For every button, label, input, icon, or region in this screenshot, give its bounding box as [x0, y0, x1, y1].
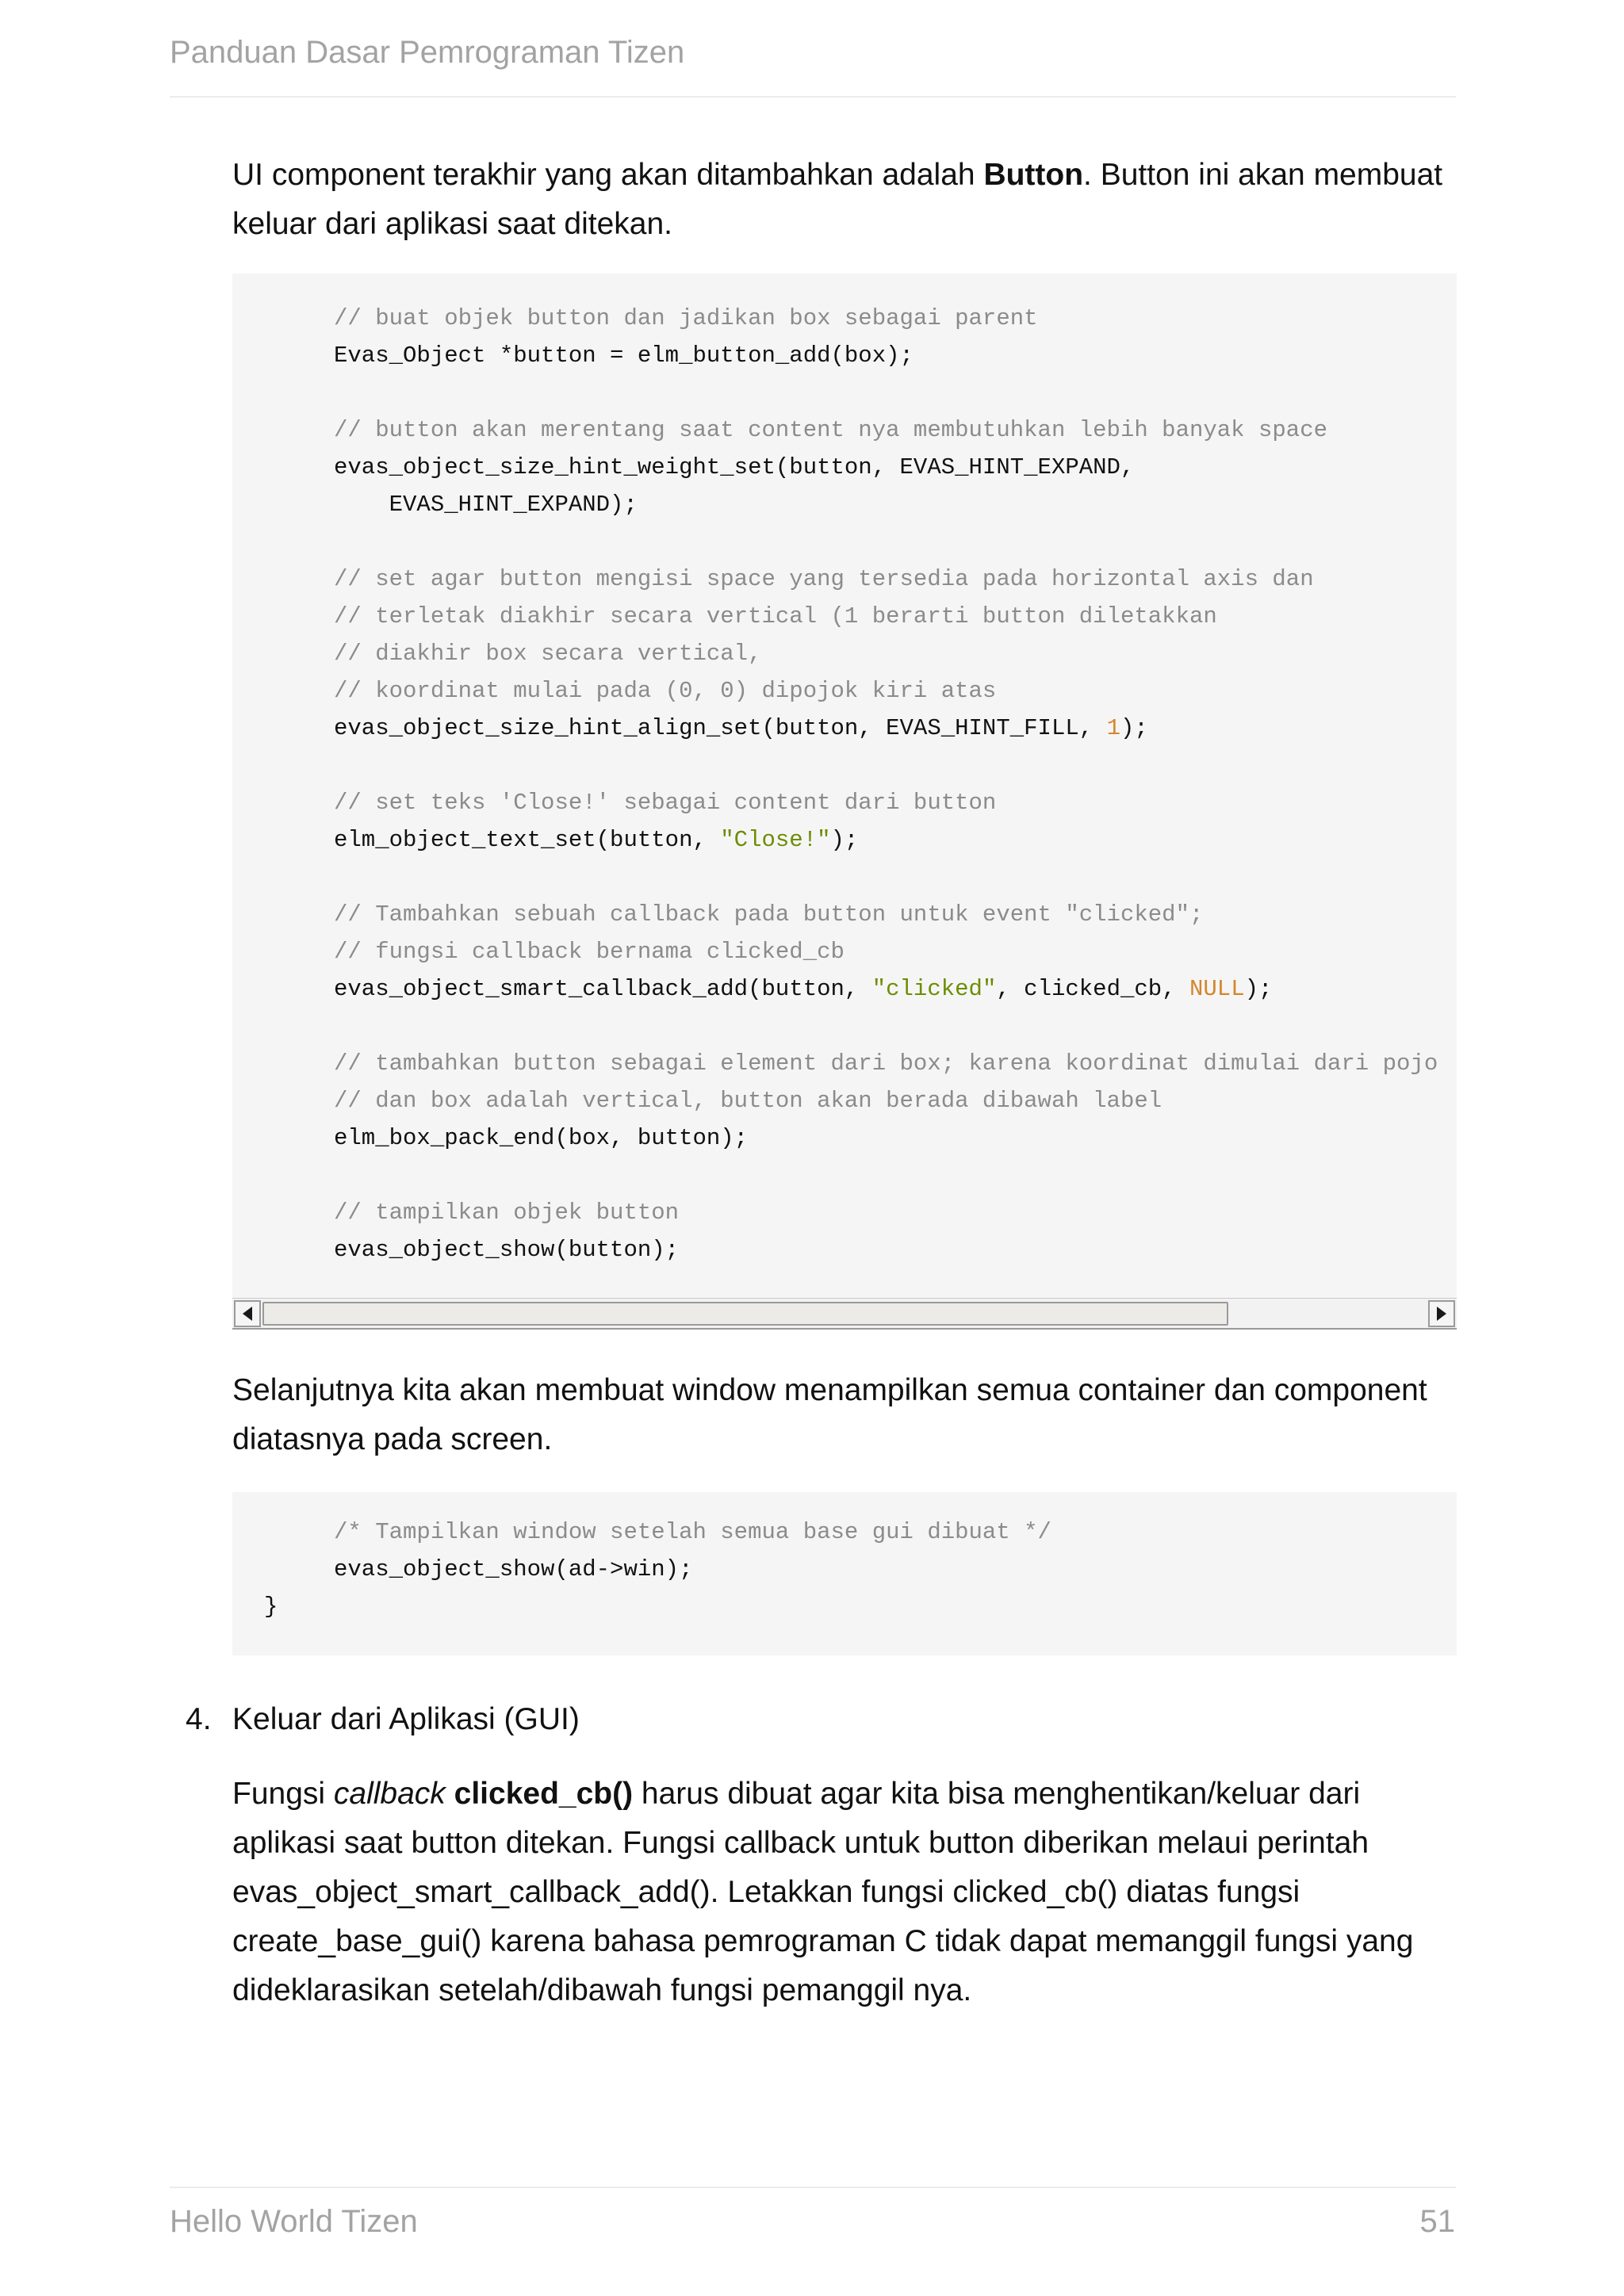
code-line [334, 337, 1438, 374]
code-line [334, 635, 1438, 672]
code-line [334, 710, 1438, 747]
code-comment: // buat objek button dan jadikan box sebagai parent [334, 305, 1038, 331]
callback-paragraph [232, 1770, 1457, 2015]
code-line [334, 411, 1438, 449]
code-line [334, 300, 1438, 337]
code-text: ); [1120, 715, 1148, 741]
code-line [334, 561, 1438, 598]
code-line [334, 1231, 1438, 1269]
code-line [334, 970, 1438, 1008]
code-literal: NULL [1189, 976, 1245, 1002]
code-text: evas_object_size_hint_weight_set(button, EVAS_HINT_EXPAND, [334, 454, 1135, 480]
code-line [334, 1194, 1438, 1231]
code-comment: // diakhir box secara vertical, [334, 641, 762, 667]
intro-text-continued: . Button ini akan membuat keluar dari aplikasi saat ditekan. [232, 158, 1443, 241]
scroll-right-arrow-icon[interactable] [1428, 1300, 1455, 1327]
code-line [334, 896, 1438, 933]
code-text: evas_object_show(button); [334, 1237, 680, 1263]
code-line [334, 1513, 1051, 1551]
code-line [334, 672, 1438, 710]
code-line [334, 784, 1438, 821]
code-comment: // terletak diakhir secara vertical (1 berarti button diletakkan [334, 603, 1217, 629]
code-block-window[interactable] [232, 1492, 1457, 1655]
intro-text: UI component terakhir yang akan ditambahkan adalah [232, 158, 984, 192]
code-line [334, 821, 1438, 859]
code-string: "clicked" [871, 976, 997, 1002]
code-text: ); [830, 827, 859, 853]
scrollbar-thumb[interactable] [262, 1302, 1228, 1326]
intro-bold-term: Button [983, 158, 1084, 192]
code-text: EVAS_HINT_EXPAND); [334, 492, 638, 518]
spacer-text [446, 1777, 454, 1811]
callback-italic-term: callback [333, 1777, 446, 1811]
code-comment: // button akan merentang saat content nya membutuhkan lebih banyak space [334, 417, 1328, 443]
code-line [334, 1008, 1438, 1045]
callback-text-continued: harus dibuat agar kita bisa menghentikan/keluar dari aplikasi saat button ditekan. Fungsi callback untuk button diberikan melaui perintah evas_object_smart_callback_add(). Letakkan fungsi clicked_cb() diatas fungsi create_base_gui() karena bahasa pemrograman C tidak dapat memanggil fungsi yang dideklarasikan setelah/dibawah fungsi pemanggil nya. [232, 1777, 1414, 2007]
running-header: Panduan Dasar Pemrograman Tizen [170, 35, 685, 70]
code-text: } [264, 1594, 278, 1620]
code-text: , clicked_cb, [996, 976, 1189, 1002]
intro-paragraph [232, 151, 1457, 249]
code-line [334, 747, 1438, 784]
scroll-left-arrow-icon[interactable] [234, 1300, 261, 1327]
code-text: evas_object_size_hint_align_set(button, EVAS_HINT_FILL, [334, 715, 1107, 741]
callback-text: Fungsi [232, 1777, 334, 1811]
code-line [334, 1045, 1438, 1082]
code-comment: /* Tampilkan window setelah semua base gui dibuat */ [334, 1519, 1051, 1545]
code-comment: // tambahkan button sebagai element dari box; karena koordinat dimulai dari pojo [334, 1050, 1438, 1077]
code-comment: // fungsi callback bernama clicked_cb [334, 939, 845, 965]
code-string: "Close!" [720, 827, 831, 853]
code-line [334, 449, 1438, 486]
code-lines-window [264, 1513, 1051, 1625]
code-text: elm_box_pack_end(box, button); [334, 1125, 749, 1151]
code-lines [334, 300, 1438, 1269]
code-line [334, 859, 1438, 896]
list-marker: 4. [186, 1702, 212, 1736]
code-line [334, 486, 1438, 523]
header-divider [170, 96, 1456, 98]
code-line [264, 1588, 1051, 1625]
horizontal-scrollbar[interactable] [232, 1298, 1457, 1330]
code-line [334, 933, 1438, 970]
code-line [334, 1119, 1438, 1157]
code-literal: 1 [1106, 715, 1120, 741]
paragraph-window: Selanjutnya kita akan membuat window menampilkan semua container dan component diatasnya pada screen. [232, 1373, 1427, 1456]
code-line [334, 1157, 1438, 1194]
running-footer: Hello World Tizen [170, 2204, 418, 2239]
code-text: ); [1244, 976, 1273, 1002]
code-line [334, 374, 1438, 411]
code-line [334, 598, 1438, 635]
code-text: elm_object_text_set(button, [334, 827, 721, 853]
code-comment: // tampilkan objek button [334, 1200, 680, 1226]
code-comment: // Tambahkan sebuah callback pada button untuk event "clicked"; [334, 901, 1204, 928]
code-text: evas_object_show(ad->win); [334, 1556, 693, 1582]
code-comment: // dan box adalah vertical, button akan berada dibawah label [334, 1088, 1162, 1114]
code-line [334, 1551, 1051, 1588]
code-line [334, 523, 1438, 561]
code-comment: // set teks 'Close!' sebagai content dari button [334, 790, 997, 816]
page-number: 51 [1419, 2204, 1455, 2239]
code-block-button[interactable] [232, 274, 1457, 1298]
list-item-title: Keluar dari Aplikasi (GUI) [232, 1702, 580, 1736]
callback-bold-term: clicked_cb() [454, 1777, 634, 1811]
code-text: Evas_Object *button = elm_button_add(box); [334, 342, 914, 369]
code-comment: // set agar button mengisi space yang tersedia pada horizontal axis dan [334, 566, 1314, 592]
code-line [334, 1082, 1438, 1119]
code-text: evas_object_smart_callback_add(button, [334, 976, 872, 1002]
footer-divider [170, 2187, 1456, 2188]
code-comment: // koordinat mulai pada (0, 0) dipojok kiri atas [334, 678, 997, 704]
